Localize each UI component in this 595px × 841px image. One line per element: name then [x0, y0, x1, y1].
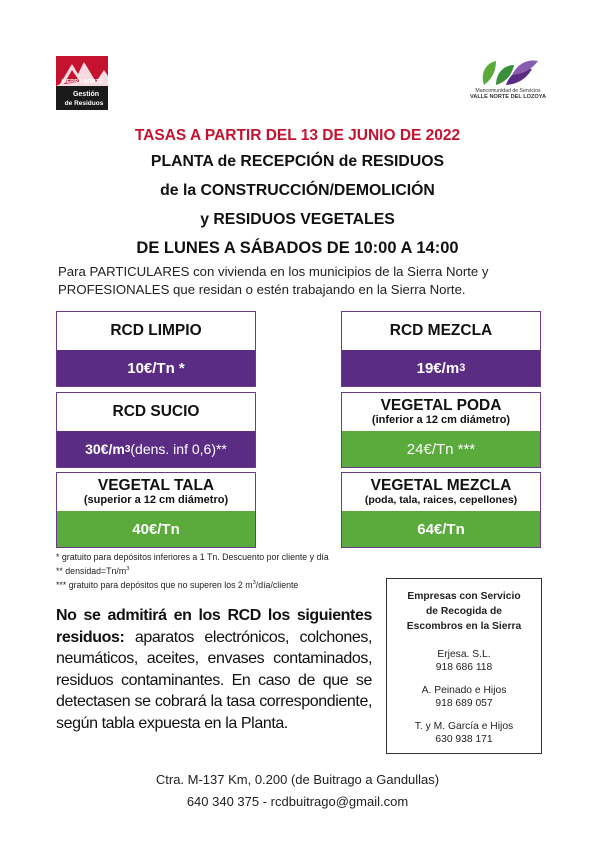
card-title: RCD MEZCLA — [389, 322, 493, 339]
card-title: RCD LIMPIO — [110, 322, 202, 339]
card-subtitle: (inferior a 12 cm diámetro) — [371, 414, 511, 426]
card-vegetal-mezcla — [341, 472, 541, 548]
mancomunidad-logo-text — [452, 88, 564, 100]
card-rcd-mezcla — [341, 311, 541, 387]
sierra-norte-logo — [56, 56, 108, 110]
intro-text — [58, 263, 538, 299]
footer-address: Ctra. M-137 Km, 0.200 (de Buitrago a Gandullas) — [155, 772, 440, 787]
card-subtitle: (superior a 12 cm diámetro) — [83, 494, 229, 506]
company-item: T. y M. García e Hijos 630 938 171 — [414, 721, 514, 745]
companies-box — [386, 578, 542, 754]
footer-contact: 640 340 375 - rcdbuitrago@gmail.com — [186, 794, 409, 809]
price-rest: (dens. inf 0,6)** — [130, 441, 227, 457]
plant-title-line3: y RESIDUOS VEGETALES — [200, 211, 395, 228]
logo-right-line2: VALLE NORTE DEL LOZOYA — [469, 94, 547, 100]
card-price — [57, 431, 255, 467]
card-title: VEGETAL PODA — [380, 397, 502, 414]
card-price: 10€/Tn * — [57, 350, 255, 386]
card-price: 64€/Tn — [342, 511, 540, 547]
card-title: VEGETAL TALA — [97, 477, 215, 494]
price-sup: 3 — [124, 443, 131, 455]
logo-left-line2: Gestión — [72, 91, 100, 98]
note-3: *** gratuito para depósitos que no superen los 2 $m^3/día$/cliente — [56, 579, 299, 590]
company-item: A. Peinado e Hijos 918 689 057 — [421, 685, 507, 709]
card-price — [342, 350, 540, 386]
companies-header: Empresas con Servicio de Recogida de Escombros en la Sierra — [406, 591, 522, 632]
logo-right-line1: Mancomunidad de Servicios — [475, 88, 541, 94]
card-subtitle: (poda, tala, raices, cepellones) — [364, 494, 518, 506]
warning-paragraph — [56, 605, 372, 734]
warning-rest: aparatos electrónicos, colchones, neumáticos, aceites, envases contaminados, residuos contaminantes. En caso de que se detectasen se cobrará la tasa correspondiente, según tabla expuesta en la Planta. — [56, 628, 372, 732]
card-price: 24€/Tn *** — [342, 431, 540, 467]
card-rcd-limpio — [56, 311, 256, 387]
card-vegetal-tala — [56, 472, 256, 548]
note-1: * gratuito para depósitos inferiores a 1 Tn. Descuento por cliente y día — [56, 552, 329, 562]
footnotes — [56, 551, 329, 591]
plant-title-line2: de la CONSTRUCCIÓN/DEMOLICIÓN — [160, 182, 435, 199]
price-main: 30€/m — [85, 441, 125, 457]
intro-line2: PROFESIONALES que residan o estén trabajando en la Sierra Norte. — [58, 282, 466, 297]
logo-left-line3: de Residuos — [64, 100, 104, 107]
price-sup: 3 — [459, 362, 466, 374]
logo-left-line1: SIERRA NORTE — [61, 79, 103, 85]
plant-title-line1: PLANTA de RECEPCIÓN de RESIDUOS — [150, 153, 445, 170]
card-title: RCD SUCIO — [112, 403, 200, 420]
company-item: Erjesa. S.L. 918 686 118 — [435, 649, 493, 673]
schedule: DE LUNES A SÁBADOS DE 10:00 A 14:00 — [136, 239, 459, 257]
price-main: 19€/m — [416, 359, 460, 377]
intro-line1: Para PARTICULARES con vivienda en los municipios de la Sierra Norte y — [58, 264, 489, 279]
warning-bold: No se admitirá en los RCD los siguientes residuos: — [56, 607, 372, 646]
card-price: 40€/Tn — [57, 511, 255, 547]
card-title: VEGETAL MEZCLA — [370, 477, 512, 494]
card-rcd-sucio — [56, 392, 256, 468]
rates-date-title: TASAS A PARTIR DEL 13 DE JUNIO DE 2022 — [134, 127, 461, 144]
note-2: ** $densidad=Tn/m^3$ — [56, 565, 130, 576]
card-vegetal-poda — [341, 392, 541, 468]
